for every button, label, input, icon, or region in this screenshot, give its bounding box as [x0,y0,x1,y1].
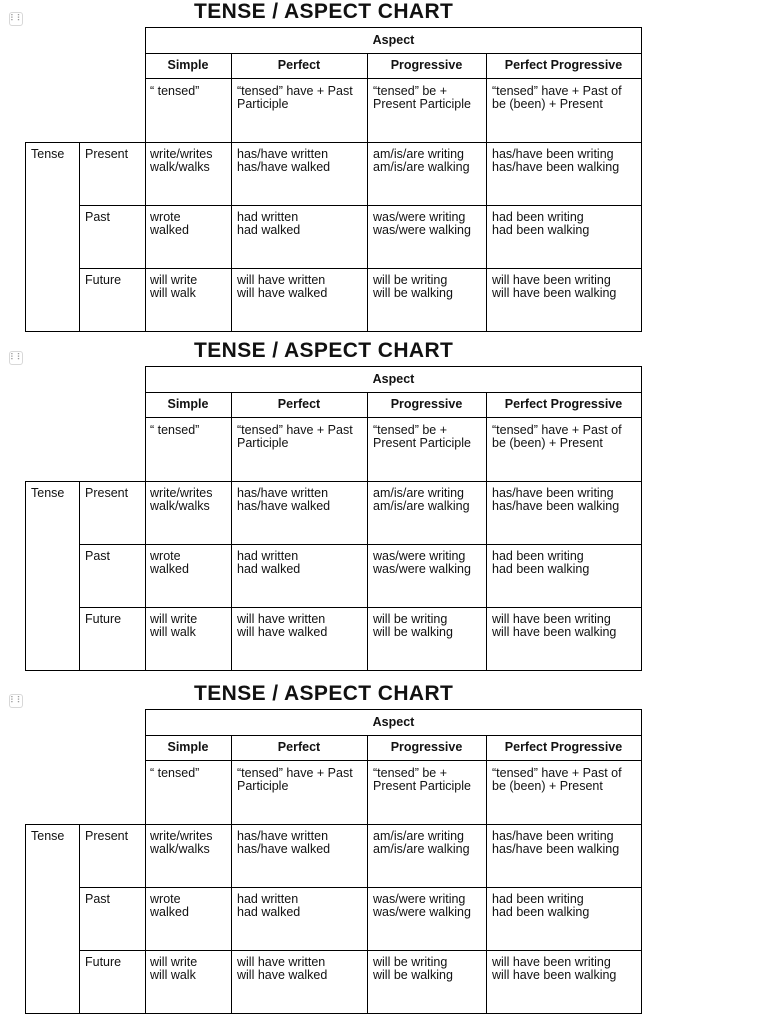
column-header-perfect: Perfect [277,58,321,72]
definition-simple: “ tensed” [150,766,200,780]
table-cell: write/writes walk/walks [150,829,213,856]
table-rule [79,544,642,545]
definition-progressive: “tensed” be + Present Participle [373,84,471,111]
tense-aspect-table [0,339,768,679]
row-label-past: Past [85,549,111,563]
tense-label: Tense [31,486,65,500]
table-cell: will have been writing will have been walking [492,955,617,982]
table-rule [641,366,642,671]
table-cell: wrote walked [150,210,189,237]
table-rule [79,824,80,1014]
table-cell: had been writing had been walking [492,549,590,576]
table-rule [145,392,642,393]
chart-copy-3 [0,682,768,1022]
aspect-header: Aspect [372,372,415,386]
table-cell: was/were writing was/were walking [373,549,471,576]
table-cell: had been writing had been walking [492,210,590,237]
table-rule [79,481,80,671]
table-rule [367,53,368,332]
table-rule [79,950,642,951]
table-cell: had written had walked [237,549,301,576]
table-cell: will have written will have walked [237,273,328,300]
row-label-future: Future [85,273,122,287]
table-rule [231,53,232,332]
table-rule [25,142,26,332]
drag-handle-icon[interactable]: ⠇⠇ [10,696,24,706]
definition-perfect-progressive: “tensed” have + Past of be (been) + Present [492,423,622,450]
table-cell: will have written will have walked [237,955,328,982]
aspect-header: Aspect [372,33,415,47]
table-cell: will be writing will be walking [373,612,453,639]
table-rule [25,142,642,143]
table-cell: write/writes walk/walks [150,486,213,513]
row-label-present: Present [85,147,129,161]
definition-progressive: “tensed” be + Present Participle [373,423,471,450]
chart-title: TENSE / ASPECT CHART [194,682,454,705]
table-cell: will write will walk [150,612,198,639]
row-label-future: Future [85,612,122,626]
column-header-progressive: Progressive [390,740,463,754]
tense-label: Tense [31,147,65,161]
table-rule [641,27,642,332]
table-cell: had written had walked [237,892,301,919]
table-rule [231,392,232,671]
table-rule [231,735,232,1014]
table-rule [486,392,487,671]
column-header-progressive: Progressive [390,58,463,72]
table-cell: will have been writing will have been walking [492,612,617,639]
table-rule [79,142,80,332]
row-label-past: Past [85,892,111,906]
table-cell: will write will walk [150,955,198,982]
table-rule [79,268,642,269]
table-cell: has/have been writing has/have been walking [492,147,620,174]
column-header-perfect: Perfect [277,397,321,411]
table-cell: wrote walked [150,549,189,576]
column-header-simple: Simple [167,397,209,411]
table-rule [486,735,487,1014]
table-cell: am/is/are writing am/is/are walking [373,147,470,174]
table-rule [25,481,26,671]
drag-handle-icon[interactable]: ⠇⠇ [10,353,24,363]
drag-handle-icon[interactable]: ⠇⠇ [10,14,24,24]
table-rule [79,607,642,608]
table-cell: will write will walk [150,273,198,300]
table-cell: wrote walked [150,892,189,919]
table-rule [145,366,642,367]
table-cell: will be writing will be walking [373,955,453,982]
table-rule [145,78,642,79]
definition-perfect-progressive: “tensed” have + Past of be (been) + Present [492,84,622,111]
table-rule [145,27,642,28]
column-header-perfect: Perfect [277,740,321,754]
column-header-progressive: Progressive [390,397,463,411]
column-header-perfect-progressive: Perfect Progressive [504,740,623,754]
chart-copy-2 [0,339,768,679]
table-cell: will be writing will be walking [373,273,453,300]
definition-progressive: “tensed” be + Present Participle [373,766,471,793]
definition-perfect: “tensed” have + Past Participle [237,766,353,793]
table-rule [25,331,642,332]
definition-perfect-progressive: “tensed” have + Past of be (been) + Present [492,766,622,793]
table-rule [79,205,642,206]
table-cell: has/have been writing has/have been walking [492,829,620,856]
aspect-header: Aspect [372,715,415,729]
row-label-present: Present [85,829,129,843]
definition-perfect: “tensed” have + Past Participle [237,84,353,111]
table-rule [25,824,642,825]
table-cell: was/were writing was/were walking [373,892,471,919]
column-header-perfect-progressive: Perfect Progressive [504,58,623,72]
definition-simple: “ tensed” [150,84,200,98]
chart-title: TENSE / ASPECT CHART [194,339,454,362]
table-cell: had written had walked [237,210,301,237]
table-cell: am/is/are writing am/is/are walking [373,486,470,513]
table-rule [367,392,368,671]
row-label-present: Present [85,486,129,500]
tense-label: Tense [31,829,65,843]
table-cell: will have been writing will have been walking [492,273,617,300]
row-label-future: Future [85,955,122,969]
table-rule [25,481,642,482]
definition-simple: “ tensed” [150,423,200,437]
table-rule [79,887,642,888]
chart-title: TENSE / ASPECT CHART [194,0,454,23]
table-rule [486,53,487,332]
table-rule [145,417,642,418]
table-cell: was/were writing was/were walking [373,210,471,237]
table-rule [145,760,642,761]
chart-copy-1 [0,0,768,340]
column-header-simple: Simple [167,58,209,72]
tense-aspect-table [0,0,768,340]
table-rule [145,735,642,736]
column-header-simple: Simple [167,740,209,754]
table-cell: has/have written has/have walked [237,486,331,513]
tense-aspect-table [0,682,768,1022]
table-rule [25,824,26,1014]
table-cell: had been writing had been walking [492,892,590,919]
table-rule [145,709,642,710]
table-cell: will have written will have walked [237,612,328,639]
table-rule [25,1013,642,1014]
table-cell: has/have written has/have walked [237,829,331,856]
table-rule [367,735,368,1014]
table-cell: am/is/are writing am/is/are walking [373,829,470,856]
table-cell: write/writes walk/walks [150,147,213,174]
table-cell: has/have written has/have walked [237,147,331,174]
table-rule [25,670,642,671]
table-rule [145,53,642,54]
table-rule [641,709,642,1014]
column-header-perfect-progressive: Perfect Progressive [504,397,623,411]
row-label-past: Past [85,210,111,224]
definition-perfect: “tensed” have + Past Participle [237,423,353,450]
table-cell: has/have been writing has/have been walking [492,486,620,513]
